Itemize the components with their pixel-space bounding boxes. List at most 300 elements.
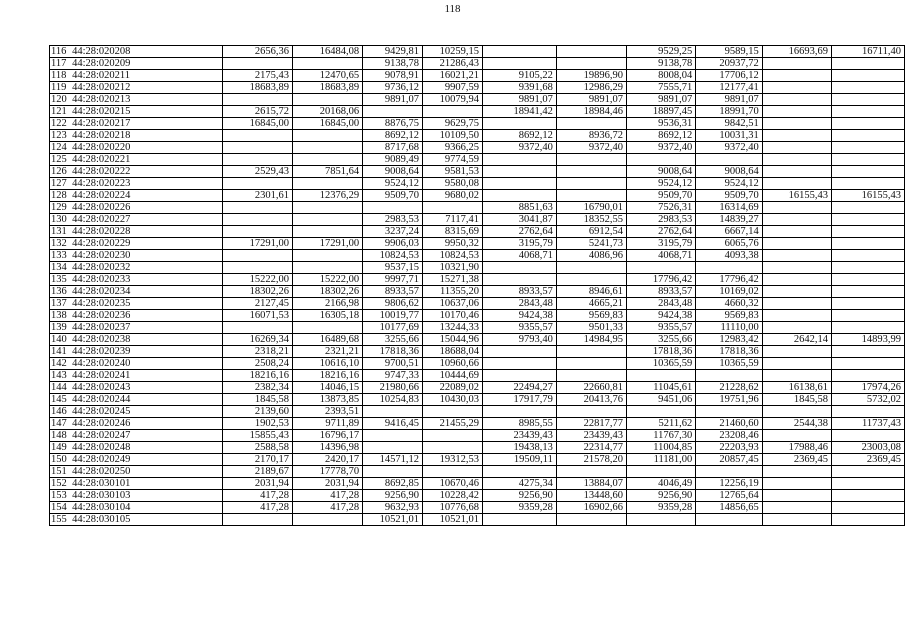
value-cell: [831, 274, 904, 286]
value-cell: 4660,32: [696, 298, 762, 310]
value-cell: 21980,66: [363, 382, 423, 394]
cadastral-code-cell: 44:28:020229: [72, 238, 222, 250]
row-number-cell: 142: [50, 358, 73, 370]
cadastral-code-cell: 44:28:020223: [72, 178, 222, 190]
value-cell: 4068,71: [627, 250, 696, 262]
value-cell: [423, 442, 483, 454]
value-cell: 4093,38: [696, 250, 762, 262]
table-row: [50, 358, 905, 370]
value-cell: 7851,64: [292, 166, 362, 178]
value-cell: 15271,38: [423, 274, 483, 286]
table-row: [50, 274, 905, 286]
value-cell: [762, 214, 831, 226]
row-number-cell: 120: [50, 94, 73, 106]
table-row: [50, 502, 905, 514]
table-row: [50, 106, 905, 118]
row-number-cell: 149: [50, 442, 73, 454]
cadastral-code-cell: 44:28:020235: [72, 298, 222, 310]
value-cell: 17818,36: [696, 346, 762, 358]
table-row: [50, 214, 905, 226]
value-cell: 10776,68: [423, 502, 483, 514]
value-cell: 14893,99: [831, 334, 904, 346]
table-row: [50, 46, 905, 58]
value-cell: [556, 466, 626, 478]
value-cell: [831, 502, 904, 514]
row-number-cell: 118: [50, 70, 73, 82]
value-cell: 18216,16: [292, 370, 362, 382]
value-cell: 10170,46: [423, 310, 483, 322]
row-number-cell: 137: [50, 298, 73, 310]
value-cell: [627, 370, 696, 382]
value-cell: 16155,43: [831, 190, 904, 202]
value-cell: 16902,66: [556, 502, 626, 514]
value-cell: 9138,78: [627, 58, 696, 70]
table-row: [50, 94, 905, 106]
value-cell: [831, 490, 904, 502]
value-cell: 18352,55: [556, 214, 626, 226]
value-cell: 12983,42: [696, 334, 762, 346]
value-cell: 9569,83: [556, 310, 626, 322]
value-cell: [292, 262, 362, 274]
value-cell: 8933,57: [627, 286, 696, 298]
value-cell: [292, 130, 362, 142]
value-cell: [292, 142, 362, 154]
value-cell: [762, 82, 831, 94]
cadastral-code-cell: 44:28:020246: [72, 418, 222, 430]
row-number-cell: 136: [50, 286, 73, 298]
value-cell: [762, 202, 831, 214]
value-cell: 10259,15: [423, 46, 483, 58]
row-number-cell: 146: [50, 406, 73, 418]
value-cell: 9997,71: [363, 274, 423, 286]
value-cell: 10637,06: [423, 298, 483, 310]
value-cell: [831, 310, 904, 322]
value-cell: 2369,45: [762, 454, 831, 466]
value-cell: 14396,98: [292, 442, 362, 454]
value-cell: 9256,90: [483, 490, 557, 502]
value-cell: [556, 118, 626, 130]
value-cell: [483, 118, 557, 130]
value-cell: 9524,12: [363, 178, 423, 190]
value-cell: 10079,94: [423, 94, 483, 106]
value-cell: 17706,12: [696, 70, 762, 82]
row-number-cell: 131: [50, 226, 73, 238]
value-cell: 6065,76: [696, 238, 762, 250]
value-cell: 18897,45: [627, 106, 696, 118]
cadastral-code-cell: 44:28:030103: [72, 490, 222, 502]
value-cell: 9700,51: [363, 358, 423, 370]
value-cell: 2170,17: [222, 454, 292, 466]
value-cell: 9451,06: [627, 394, 696, 406]
value-cell: [483, 406, 557, 418]
row-number-cell: 139: [50, 322, 73, 334]
value-cell: 16138,61: [762, 382, 831, 394]
value-cell: 21455,29: [423, 418, 483, 430]
cadastral-code-cell: 44:28:020211: [72, 70, 222, 82]
value-cell: 19438,13: [483, 442, 557, 454]
value-cell: 8946,61: [556, 286, 626, 298]
row-number-cell: 148: [50, 430, 73, 442]
row-number-cell: 119: [50, 82, 73, 94]
value-cell: [762, 238, 831, 250]
value-cell: [556, 346, 626, 358]
cadastral-code-cell: 44:28:020212: [72, 82, 222, 94]
value-cell: 2762,64: [483, 226, 557, 238]
value-cell: 9632,93: [363, 502, 423, 514]
value-cell: 8936,72: [556, 130, 626, 142]
value-cell: [556, 190, 626, 202]
value-cell: [556, 58, 626, 70]
value-cell: 16314,69: [696, 202, 762, 214]
table-row: [50, 190, 905, 202]
value-cell: [831, 466, 904, 478]
value-cell: 11110,00: [696, 322, 762, 334]
value-cell: [423, 106, 483, 118]
value-cell: [831, 322, 904, 334]
value-cell: [831, 82, 904, 94]
value-cell: 16071,53: [222, 310, 292, 322]
value-cell: 10960,66: [423, 358, 483, 370]
value-cell: 9256,90: [363, 490, 423, 502]
value-cell: 16796,17: [292, 430, 362, 442]
cadastral-code-cell: 44:28:020238: [72, 334, 222, 346]
cadastral-code-cell: 44:28:020250: [72, 466, 222, 478]
row-number-cell: 122: [50, 118, 73, 130]
cadastral-code-cell: 44:28:020232: [72, 262, 222, 274]
value-cell: 23003,08: [831, 442, 904, 454]
value-cell: [292, 226, 362, 238]
value-cell: 23439,43: [483, 430, 557, 442]
value-cell: 22089,02: [423, 382, 483, 394]
value-cell: 9256,90: [627, 490, 696, 502]
table-row: [50, 490, 905, 502]
cadastral-code-cell: 44:28:030104: [72, 502, 222, 514]
value-cell: [831, 202, 904, 214]
table-row: [50, 58, 905, 70]
row-number-cell: 152: [50, 478, 73, 490]
value-cell: 15222,00: [222, 274, 292, 286]
value-cell: 9416,45: [363, 418, 423, 430]
value-cell: [423, 466, 483, 478]
row-number-cell: 147: [50, 418, 73, 430]
value-cell: 8851,63: [483, 202, 557, 214]
value-cell: 19312,53: [423, 454, 483, 466]
value-cell: 7555,71: [627, 82, 696, 94]
value-cell: 16155,43: [762, 190, 831, 202]
value-cell: [762, 154, 831, 166]
value-cell: 9372,40: [696, 142, 762, 154]
cadastral-code-cell: 44:28:020228: [72, 226, 222, 238]
value-cell: 2139,60: [222, 406, 292, 418]
table-row: [50, 418, 905, 430]
value-cell: [222, 142, 292, 154]
value-cell: 9501,33: [556, 322, 626, 334]
value-cell: 8933,57: [363, 286, 423, 298]
value-cell: 10444,69: [423, 370, 483, 382]
value-cell: 9372,40: [556, 142, 626, 154]
value-cell: 9355,57: [483, 322, 557, 334]
cadastral-code-cell: 44:28:020243: [72, 382, 222, 394]
value-cell: 19509,11: [483, 454, 557, 466]
table-row: [50, 298, 905, 310]
value-cell: 8933,57: [483, 286, 557, 298]
row-number-cell: 140: [50, 334, 73, 346]
value-cell: [363, 406, 423, 418]
table-row: [50, 70, 905, 82]
value-cell: 9906,03: [363, 238, 423, 250]
value-cell: [831, 214, 904, 226]
value-cell: 10521,01: [423, 514, 483, 526]
cadastral-code-cell: 44:28:020249: [72, 454, 222, 466]
value-cell: 3255,66: [627, 334, 696, 346]
value-cell: 2588,58: [222, 442, 292, 454]
value-cell: [627, 466, 696, 478]
page-number: 118: [444, 3, 461, 15]
value-cell: [831, 226, 904, 238]
value-cell: 9524,12: [627, 178, 696, 190]
value-cell: 21460,60: [696, 418, 762, 430]
row-number-cell: 153: [50, 490, 73, 502]
value-cell: 16489,68: [292, 334, 362, 346]
value-cell: [556, 154, 626, 166]
value-cell: [556, 514, 626, 526]
value-cell: [292, 322, 362, 334]
value-cell: [556, 166, 626, 178]
table-row: [50, 334, 905, 346]
table-row: [50, 202, 905, 214]
value-cell: [222, 130, 292, 142]
value-cell: 2175,43: [222, 70, 292, 82]
cadastral-code-cell: 44:28:020244: [72, 394, 222, 406]
value-cell: 2127,45: [222, 298, 292, 310]
row-number-cell: 127: [50, 178, 73, 190]
value-cell: [831, 130, 904, 142]
value-cell: 7526,31: [627, 202, 696, 214]
value-cell: 10169,02: [696, 286, 762, 298]
cadastral-code-cell: 44:28:020241: [72, 370, 222, 382]
value-cell: 2166,98: [292, 298, 362, 310]
value-cell: 8692,12: [627, 130, 696, 142]
value-cell: 22494,27: [483, 382, 557, 394]
value-cell: [696, 370, 762, 382]
table-row: [50, 118, 905, 130]
row-number-cell: 124: [50, 142, 73, 154]
value-cell: 2321,21: [292, 346, 362, 358]
value-cell: 9842,51: [696, 118, 762, 130]
cadastral-code-cell: 44:28:020234: [72, 286, 222, 298]
row-number-cell: 117: [50, 58, 73, 70]
value-cell: [762, 406, 831, 418]
value-cell: 9580,08: [423, 178, 483, 190]
value-cell: 8692,85: [363, 478, 423, 490]
value-cell: 2031,94: [292, 478, 362, 490]
value-cell: [762, 298, 831, 310]
table-row: [50, 286, 905, 298]
table-row: [50, 442, 905, 454]
row-number-cell: 133: [50, 250, 73, 262]
value-cell: [483, 346, 557, 358]
value-cell: 9711,89: [292, 418, 362, 430]
value-cell: [831, 346, 904, 358]
value-cell: 9089,49: [363, 154, 423, 166]
value-cell: [222, 154, 292, 166]
table-row: [50, 514, 905, 526]
value-cell: [292, 178, 362, 190]
value-cell: 16845,00: [292, 118, 362, 130]
value-cell: 13244,33: [423, 322, 483, 334]
cadastral-code-cell: 44:28:020240: [72, 358, 222, 370]
value-cell: [831, 118, 904, 130]
value-cell: 22660,81: [556, 382, 626, 394]
value-cell: 9736,12: [363, 82, 423, 94]
value-cell: 10365,59: [696, 358, 762, 370]
value-cell: [627, 154, 696, 166]
cadastral-value-table: [49, 45, 905, 526]
value-cell: 9366,25: [423, 142, 483, 154]
value-cell: [831, 166, 904, 178]
value-cell: 9372,40: [483, 142, 557, 154]
value-cell: [483, 58, 557, 70]
cadastral-code-cell: 44:28:020215: [72, 106, 222, 118]
cadastral-code-cell: 44:28:020247: [72, 430, 222, 442]
value-cell: [222, 202, 292, 214]
value-cell: [762, 250, 831, 262]
value-cell: [222, 250, 292, 262]
value-cell: 3195,79: [627, 238, 696, 250]
value-cell: [762, 106, 831, 118]
value-cell: [292, 58, 362, 70]
table-row: [50, 310, 905, 322]
cadastral-code-cell: 44:28:020224: [72, 190, 222, 202]
value-cell: [831, 154, 904, 166]
value-cell: 10365,59: [627, 358, 696, 370]
value-cell: [762, 310, 831, 322]
value-cell: [627, 406, 696, 418]
value-cell: 9078,91: [363, 70, 423, 82]
table-row: [50, 346, 905, 358]
value-cell: 8315,69: [423, 226, 483, 238]
value-cell: 9524,12: [696, 178, 762, 190]
value-cell: 23208,46: [696, 430, 762, 442]
table-row: [50, 82, 905, 94]
value-cell: 417,28: [222, 502, 292, 514]
value-cell: 9907,59: [423, 82, 483, 94]
value-cell: 3195,79: [483, 238, 557, 250]
value-cell: 16269,34: [222, 334, 292, 346]
value-cell: [423, 406, 483, 418]
value-cell: [627, 262, 696, 274]
value-cell: 2369,45: [831, 454, 904, 466]
value-cell: 17988,46: [762, 442, 831, 454]
value-cell: [831, 358, 904, 370]
value-cell: 2420,17: [292, 454, 362, 466]
value-cell: 16305,18: [292, 310, 362, 322]
value-cell: [831, 262, 904, 274]
value-cell: [363, 106, 423, 118]
value-cell: [292, 202, 362, 214]
table-row: [50, 262, 905, 274]
value-cell: 9008,64: [627, 166, 696, 178]
cadastral-code-cell: 44:28:020222: [72, 166, 222, 178]
value-cell: [831, 106, 904, 118]
cadastral-code-cell: 44:28:020245: [72, 406, 222, 418]
cadastral-code-cell: 44:28:030101: [72, 478, 222, 490]
value-cell: [762, 142, 831, 154]
value-cell: 9589,15: [696, 46, 762, 58]
value-cell: 22817,77: [556, 418, 626, 430]
value-cell: 9747,33: [363, 370, 423, 382]
cadastral-code-cell: 44:28:020248: [72, 442, 222, 454]
value-cell: 2508,24: [222, 358, 292, 370]
value-cell: [556, 178, 626, 190]
value-cell: 17796,42: [696, 274, 762, 286]
value-cell: 10031,31: [696, 130, 762, 142]
value-cell: 9774,59: [423, 154, 483, 166]
value-cell: 8008,04: [627, 70, 696, 82]
row-number-cell: 141: [50, 346, 73, 358]
value-cell: [831, 298, 904, 310]
row-number-cell: 125: [50, 154, 73, 166]
value-cell: 2382,34: [222, 382, 292, 394]
value-cell: [831, 238, 904, 250]
value-cell: [762, 430, 831, 442]
value-cell: [762, 118, 831, 130]
value-cell: 15222,00: [292, 274, 362, 286]
value-cell: [483, 466, 557, 478]
value-cell: [762, 478, 831, 490]
value-cell: 10616,10: [292, 358, 362, 370]
row-number-cell: 135: [50, 274, 73, 286]
value-cell: 20413,76: [556, 394, 626, 406]
value-cell: [423, 202, 483, 214]
value-cell: 11737,43: [831, 418, 904, 430]
cadastral-code-cell: 44:28:020226: [72, 202, 222, 214]
value-cell: 9891,07: [556, 94, 626, 106]
value-cell: 9424,38: [627, 310, 696, 322]
value-cell: 18991,70: [696, 106, 762, 118]
value-cell: 18688,04: [423, 346, 483, 358]
table-row: [50, 250, 905, 262]
value-cell: 3041,87: [483, 214, 557, 226]
value-cell: [222, 58, 292, 70]
value-cell: 18683,89: [292, 82, 362, 94]
value-cell: [696, 406, 762, 418]
value-cell: 19751,96: [696, 394, 762, 406]
value-cell: 12765,64: [696, 490, 762, 502]
value-cell: [363, 430, 423, 442]
value-cell: [483, 274, 557, 286]
table-row: [50, 394, 905, 406]
row-number-cell: 129: [50, 202, 73, 214]
value-cell: 4068,71: [483, 250, 557, 262]
value-cell: [627, 514, 696, 526]
value-cell: 2843,48: [627, 298, 696, 310]
row-number-cell: 126: [50, 166, 73, 178]
value-cell: 4665,21: [556, 298, 626, 310]
value-cell: [696, 154, 762, 166]
value-cell: 14571,12: [363, 454, 423, 466]
value-cell: 8717,68: [363, 142, 423, 154]
value-cell: [762, 322, 831, 334]
value-cell: [762, 58, 831, 70]
row-number-cell: 150: [50, 454, 73, 466]
value-cell: 9105,22: [483, 70, 557, 82]
value-cell: 16845,00: [222, 118, 292, 130]
value-cell: 10321,90: [423, 262, 483, 274]
value-cell: 17778,70: [292, 466, 362, 478]
value-cell: [762, 514, 831, 526]
value-cell: [222, 514, 292, 526]
